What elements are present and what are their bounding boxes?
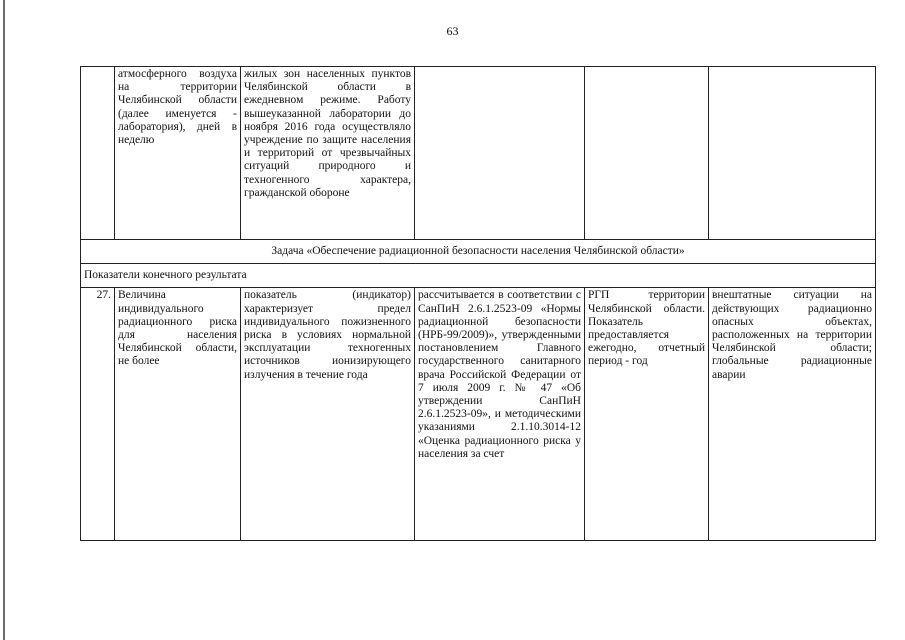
cell-indicator-description: показатель (индикатор) характеризует предел индивидуального пожизненного риска в условиях нормальной эксплуатации техногенных источников ионизирующего излучения в течение года [241,288,415,541]
cell-indicator-name: Величина индивидуального радиационного риска для населения Челябинской области, не более [115,288,241,541]
cell-indicator-name: атмосферного воздуха на территории Челябинской области (далее именуется - лаборатория), дней в неделю [115,67,241,240]
cell-number [81,67,115,240]
cell-indicator-description: жилых зон населенных пунктов Челябинской области в ежедневном режиме. Работу вышеуказанной лаборатории до ноября 2016 года осуществляло учреждение по защите населения и территорий от чрезвычайных ситуаций природного и техногенного характера, гражданской обороне [241,67,415,240]
table-row-task-heading [81,240,876,264]
table-row-section-heading [81,264,876,288]
cell-data-source: РГП территории Челябинской области. Показатель предоставляется ежегодно, отчетный период - год [585,288,709,541]
page-number: 63 [446,24,459,38]
indicators-table [80,66,876,541]
table-row-27 [81,288,876,541]
cell-risks [709,67,876,240]
page-edge-line [3,0,5,640]
table-row-continued [81,67,876,240]
task-heading: Задача «Обеспечение радиационной безопасности населения Челябинской области» [81,240,876,264]
section-heading: Показатели конечного результата [81,264,876,288]
cell-risks: внештатные ситуации на действующих радиационно опасных объектах, расположенных на территории Челябинской области; глобальные радиационные аварии [709,288,876,541]
cell-calculation-method: рассчитывается в соответствии с СанПиН 2.6.1.2523-09 «Нормы радиационной безопасности (НРБ-99/2009)», утвержденными постановлением Главного государственного санитарного врача Российской Федерации от 7 июля 2009 г. № 47 «Об утверждении СанПиН 2.6.1.2523-09», и методическими указаниями 2.1.10.3014-12 «Оценка радиационного риска у населения за счет [415,288,585,541]
cell-data-source [585,67,709,240]
cell-calculation-method [415,67,585,240]
cell-number: 27. [81,288,115,541]
